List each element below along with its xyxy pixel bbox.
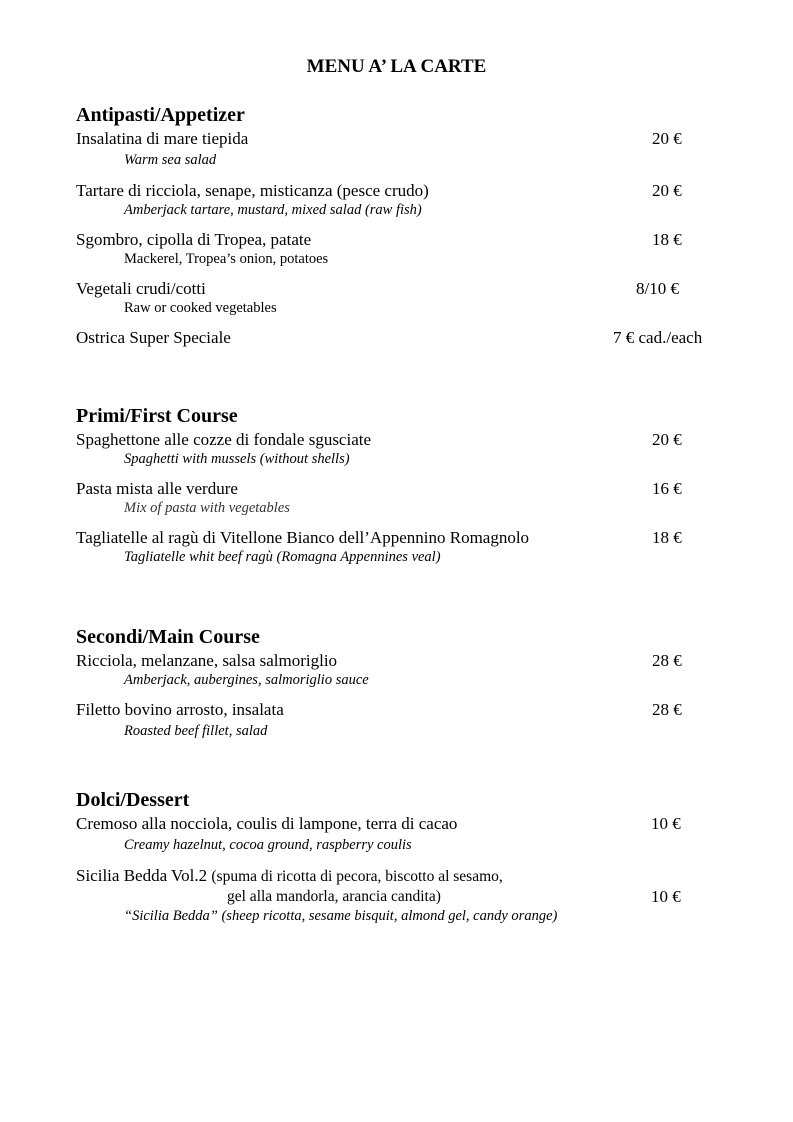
item-translation: “Sicilia Bedda” (sheep ricotta, sesame bisquit, almond gel, candy orange) xyxy=(124,908,558,924)
item-price: 18 € xyxy=(652,528,682,547)
item-price: 10 € xyxy=(651,887,681,906)
item-translation: Amberjack tartare, mustard, mixed salad (raw fish) xyxy=(124,202,422,218)
item-name: Spaghettone alle cozze di fondale sgusciate xyxy=(76,430,372,449)
item-name: Vegetali crudi/cotti xyxy=(76,279,206,298)
section-heading-antipasti: Antipasti/Appetizer xyxy=(76,104,245,126)
item-name: Sgombro, cipolla di Tropea, patate xyxy=(76,230,312,249)
item-name-line xyxy=(76,866,503,886)
item-price: 18 € xyxy=(652,230,682,249)
item-name: Filetto bovino arrosto, insalata xyxy=(76,700,284,719)
item-name: Tartare di ricciola, senape, misticanza (pesce crudo) xyxy=(76,181,429,200)
item-name: Ostrica Super Speciale xyxy=(76,328,231,347)
item-price: 10 € xyxy=(651,814,681,833)
item-name: Ricciola, melanzane, salsa salmoriglio xyxy=(76,651,338,670)
item-translation: Spaghetti with mussels (without shells) xyxy=(124,451,350,467)
item-price: 28 € xyxy=(652,700,682,719)
section-heading-secondi: Secondi/Main Course xyxy=(76,626,260,648)
item-price: 16 € xyxy=(652,479,682,498)
item-detail: (spuma di ricotta di pecora, biscotto al sesamo, xyxy=(211,868,503,885)
menu-title: MENU A’ LA CARTE xyxy=(306,56,487,77)
item-name: Sicilia Bedda Vol.2 xyxy=(76,866,208,885)
item-name: Tagliatelle al ragù di Vitellone Bianco dell’Appennino Romagnolo xyxy=(76,528,530,547)
section-heading-dolci: Dolci/Dessert xyxy=(76,789,190,811)
item-translation: Creamy hazelnut, cocoa ground, raspberry coulis xyxy=(124,837,412,853)
section-heading-primi: Primi/First Course xyxy=(76,405,238,427)
item-translation: Warm sea salad xyxy=(124,152,217,168)
item-name: Pasta mista alle verdure xyxy=(76,479,238,498)
item-price: 8/10 € xyxy=(636,279,679,298)
item-name: Cremoso alla nocciola, coulis di lampone, terra di cacao xyxy=(76,814,458,833)
item-detail-continued: gel alla mandorla, arancia candita) xyxy=(227,888,441,905)
item-translation: Mackerel, Tropea’s onion, potatoes xyxy=(124,251,329,267)
item-translation: Raw or cooked vegetables xyxy=(124,300,277,316)
item-price: 20 € xyxy=(652,129,682,148)
item-translation: Mix of pasta with vegetables xyxy=(124,500,290,516)
item-translation: Amberjack, aubergines, salmoriglio sauce xyxy=(124,672,369,688)
item-price: 7 € cad./each xyxy=(613,328,703,347)
item-translation: Tagliatelle whit beef ragù (Romagna Appennines veal) xyxy=(124,549,441,565)
item-name: Insalatina di mare tiepida xyxy=(76,129,249,148)
item-translation: Roasted beef fillet, salad xyxy=(124,723,268,739)
item-price: 20 € xyxy=(652,181,682,200)
item-price: 28 € xyxy=(652,651,682,670)
item-price: 20 € xyxy=(652,430,682,449)
